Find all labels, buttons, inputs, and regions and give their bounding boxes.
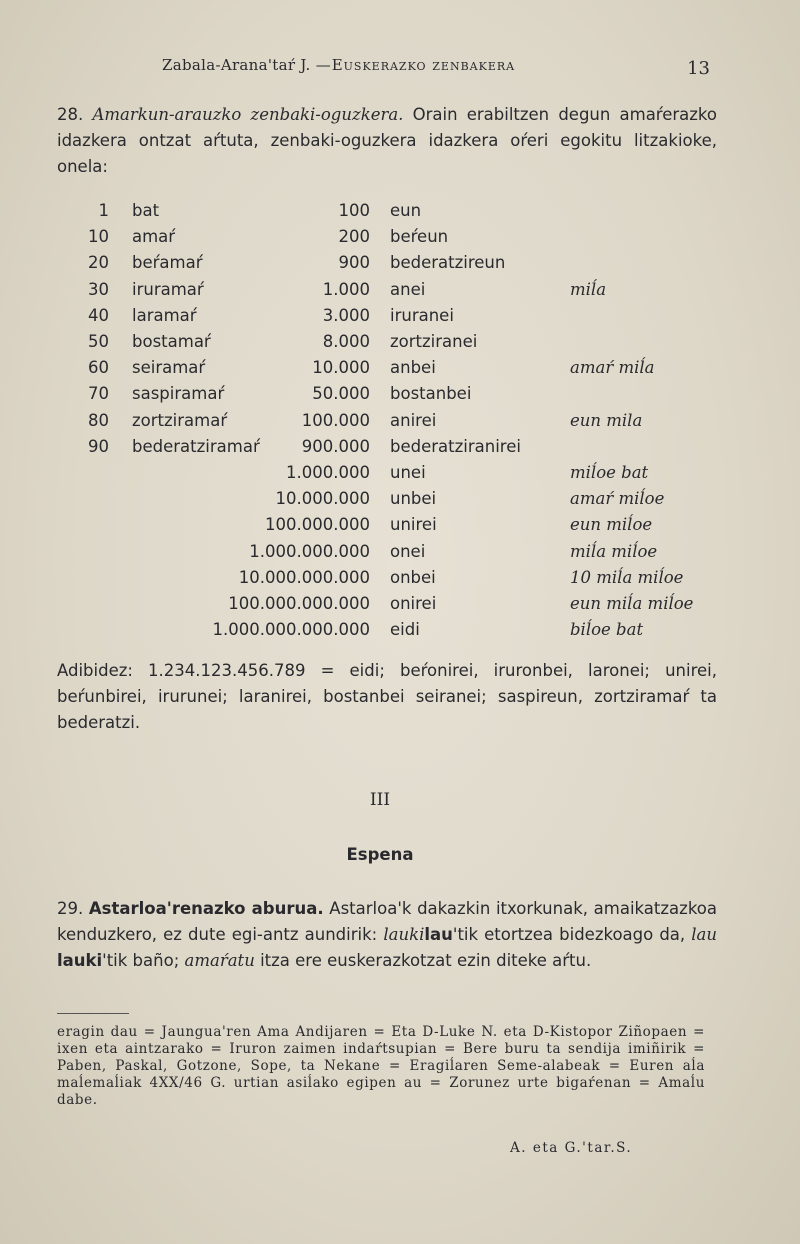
- left-word: beŕamaŕ: [132, 253, 203, 273]
- right-word: onirei: [390, 594, 437, 613]
- right-numeral: 1.000.000.000: [249, 541, 370, 561]
- alt-word: miĺa miĺoe: [570, 541, 658, 561]
- right-numeral: 200: [338, 227, 370, 247]
- right-numeral: 100.000: [301, 410, 370, 430]
- footnote-rule: [57, 1013, 129, 1014]
- left-word: iruramaŕ: [132, 279, 204, 299]
- right-word: anirei: [390, 410, 437, 430]
- right-word: zortziranei: [390, 332, 478, 351]
- right-word: onei: [390, 541, 426, 561]
- left-word: bederatziramaŕ: [132, 436, 260, 456]
- section-29-paragraph: [57, 896, 717, 974]
- right-numeral: 100: [338, 201, 370, 220]
- alt-word: eun mila: [570, 410, 643, 430]
- left-word: bostamaŕ: [132, 332, 211, 351]
- header-author: Zabala-Arana'taŕ J.: [162, 56, 311, 74]
- right-numeral: 8.000: [322, 332, 370, 351]
- right-word: eun: [390, 201, 422, 220]
- right-word: unirei: [390, 515, 437, 535]
- right-numeral: 900: [338, 253, 370, 273]
- left-word: seiramaŕ: [132, 358, 206, 378]
- example-paragraph: Adibidez: 1.234.123.456.789 = eidi; beŕonirei, iruronbei, laronei; unirei, beŕunbirei, irurunei; laranirei, bostanbei seiranei; saspireun, zortziramaŕ ta bederatzi.: [57, 661, 717, 732]
- word-lau: lau: [691, 925, 717, 944]
- page-number: 13: [687, 58, 710, 79]
- section-29-text: 'tik baño;: [102, 951, 185, 970]
- right-word: iruranei: [390, 305, 454, 325]
- right-word: bostanbei: [390, 384, 472, 404]
- right-numeral: 1.000: [322, 279, 370, 299]
- section-title: Espena: [346, 845, 414, 864]
- right-word: bederatzireun: [390, 253, 506, 273]
- right-numeral: 1.000.000.000.000: [212, 620, 370, 640]
- right-word: anbei: [390, 358, 436, 378]
- section-29-text: Astarloa'k dakazkin itxorkunak, amaikatzazkoa kenduzkero, ez dute egi-antz aundirik:: [57, 899, 717, 944]
- alt-word: miĺa: [570, 279, 607, 299]
- section-29-title: Astarloa'renazko aburua.: [88, 899, 324, 918]
- left-numeral: 60: [88, 358, 109, 378]
- section-28-title: Amarkun-arauzko zenbaki-oguzkera.: [92, 105, 404, 124]
- right-word: anei: [390, 279, 426, 299]
- alt-word: eun miĺoe: [570, 515, 653, 535]
- section-29-text: 'tik etortzea bidezkoago da,: [452, 925, 692, 944]
- right-numeral: 900.000: [301, 436, 370, 456]
- left-word: saspiramaŕ: [132, 384, 225, 404]
- word-lauki: lauki: [57, 951, 103, 970]
- right-word: unbei: [390, 489, 437, 509]
- left-numeral: 40: [88, 305, 109, 325]
- alt-word: biĺoe bat: [570, 620, 644, 640]
- section-28-text: Orain erabiltzen degun amaŕerazko idazkera ontzat aŕtuta, zenbaki-oguzkera idazkera oŕeri egokitu litzakioke, onela:: [57, 105, 717, 176]
- header-title: —Euskerazko zenbakera: [315, 56, 516, 74]
- right-numeral: 10.000: [312, 358, 370, 378]
- signature: A. eta G.'tar.S.: [510, 1140, 633, 1156]
- right-word: bederatziranirei: [390, 436, 521, 456]
- right-numeral: 100.000.000.000: [228, 594, 370, 613]
- word-amaratu: amaŕatu: [184, 951, 255, 970]
- left-numeral: 70: [88, 384, 109, 404]
- left-numeral: 50: [88, 332, 109, 351]
- word-lauki: lauki: [383, 925, 425, 944]
- footnote: eragin dau = Jaungua'ren Ama Andijaren = Eta D-Luke N. eta D-Kistopor Ziñopaen = ixen eta aintzarako = Iruron zaimen indaŕtsupian = Bere buru ta sendija imiñirik = Paben, Paskal, Gotzone, Sope, ta Nekane = Eragiĺaren Seme-alabeak = Euren aĺa maĺemaĺiak 4XX/46 G. urtian asiĺako egipen au = Zorunez urte bigaŕenan = Amaĺu dabe.: [57, 1024, 705, 1108]
- section-number: III: [369, 790, 391, 810]
- alt-word: eun miĺa miĺoe: [570, 594, 694, 613]
- left-numeral: 10: [88, 227, 109, 247]
- alt-word: amaŕ miĺa: [570, 358, 655, 378]
- right-numeral: 3.000: [322, 305, 370, 325]
- right-word: beŕeun: [390, 227, 449, 247]
- right-numeral: 10.000.000.000: [238, 567, 370, 587]
- alt-word: amaŕ miĺoe: [570, 489, 665, 509]
- right-numeral: 10.000.000: [275, 489, 370, 509]
- left-word: amaŕ: [132, 227, 176, 247]
- alt-word: miĺoe bat: [570, 463, 649, 482]
- left-numeral: 30: [88, 279, 109, 299]
- left-numeral: 80: [88, 410, 109, 430]
- alt-word: 10 miĺa miĺoe: [570, 567, 684, 587]
- left-numeral: 20: [88, 253, 109, 273]
- left-word: laramaŕ: [132, 305, 197, 325]
- right-word: unei: [390, 463, 426, 482]
- left-word: bat: [132, 201, 160, 220]
- right-numeral: 50.000: [312, 384, 370, 404]
- left-numeral: 90: [88, 436, 109, 456]
- left-word: zortziramaŕ: [132, 410, 228, 430]
- left-numeral: 1: [98, 201, 109, 220]
- right-numeral: 1.000.000: [286, 463, 370, 482]
- section-29-number: 29.: [57, 899, 84, 918]
- section-28-number: 28.: [57, 105, 84, 124]
- right-numeral: 100.000.000: [265, 515, 370, 535]
- right-word: eidi: [390, 620, 420, 640]
- word-lau: lau: [424, 925, 453, 944]
- right-word: onbei: [390, 567, 436, 587]
- section-29-text: itza ere euskerazkotzat ezin diteke aŕtu.: [254, 951, 592, 970]
